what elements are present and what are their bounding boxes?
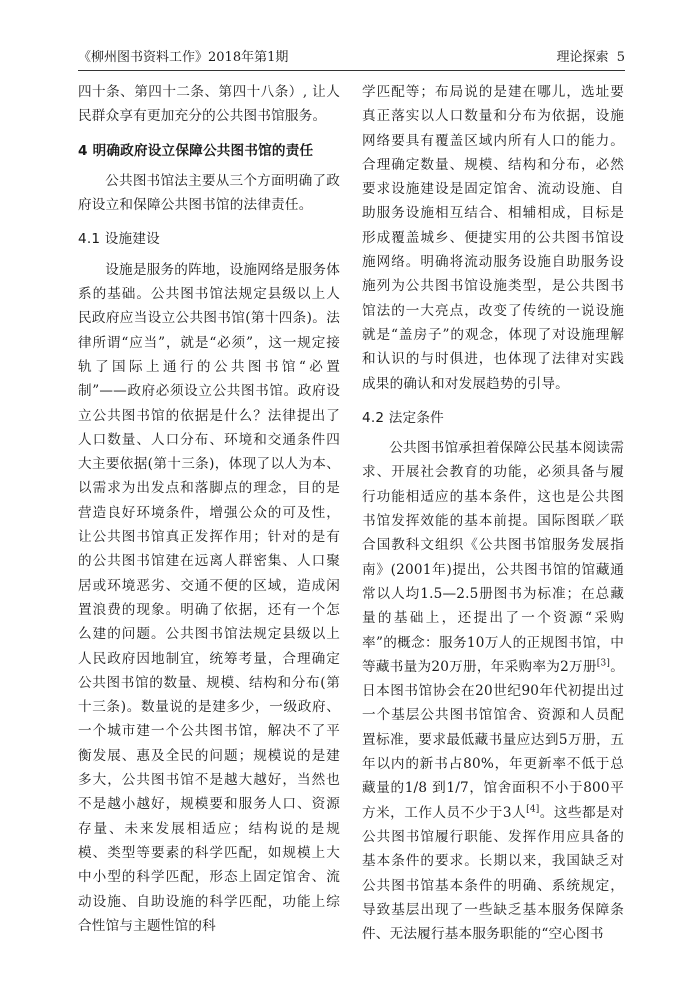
right-column (362, 80, 624, 946)
page-number: 5 (616, 50, 625, 65)
subsection-heading-4-1: 4.1 设施建设 (78, 231, 160, 248)
left-column (78, 80, 340, 938)
citation-3: [3] (596, 658, 611, 669)
paragraph: 设施是服务的阵地，设施网络是服务体系的基础。公共图书馆法规定县级以上人民政府应当设立公共图书馆(第十四条)。法律所谓“应当”，就是“必须”，这一规定接轨了国际上通行的公共图书馆“必置制”——政府必须设立公共图书馆。政府设立公共图书馆的依据是什么？法律提出了人口数量、人口分布、环境和交通条件四大主要依据(第十三条)，体现了以人为本、以需求为出发点和落脚点的理念，目的是营造良好环境条件，增强公众的可及性，让公共图书馆真正发挥作用；针对的是有的公共图书馆建在远离人群密集、人口聚居或环境恶劣、交通不便的区域，造成闲置浪费的现象。明确了依据，还有一个怎么建的问题。公共图书馆法规定县级以上人民政府因地制宜，统筹考量，合理确定公共图书馆的数量、规模、结构和分布(第十三条)。数量说的是建多少，一级政府、一个城市建一个公共图书馆，解决不了平衡发展、惠及全民的问题；规模说的是建多大，公共图书馆不是越大越好，当然也不是越小越好，规模要和服务人口、资源存量、未来发展相适应；结构说的是规模、类型等要素的科学匹配，如规模上大中小型的科学匹配，形态上固定馆舍、流动设施、自助设施的科学匹配，功能上综合性馆与主题性馆的科 (78, 261, 340, 934)
running-header (78, 46, 625, 71)
journal-title: 《柳州图书资料工作》2018年第1期 (78, 50, 289, 65)
paragraph: 公共图书馆法主要从三个方面明确了政府设立和保障公共图书馆的法律责任。 (78, 172, 340, 214)
paragraph: 学匹配等；布局说的是建在哪儿，选址要真正落实以人口数量和分布为依据，设施网络要具有覆盖区域内所有人口的能力。合理确定数量、规模、结构和分布，必然要求设施建设是固定馆舍、流动设施、自助服务设施相互结合、相辅相成，目标是形成覆盖城乡、便捷实用的公共图书馆设施网络。明确将流动服务设施自助服务设施列为公共图书馆设施类型，是公共图书馆法的一大亮点，改变了传统的一说设施就是“盖房子”的观念，体现了对设施理解和认识的与时俱进，也体现了法律对实践成果的确认和对发展趋势的引导。 (362, 84, 624, 392)
paragraph: 四十条、第四十二条、第四十八条）, 让人民群众享有更加充分的公共图书馆服务。 (78, 84, 340, 125)
citation-4: [4] (526, 804, 540, 815)
section-and-page (556, 46, 625, 65)
text-run: 。这些都是对公共图书馆履行职能、发挥作用应具备的基本条件的要求。长期以来，我国缺乏对公共图书馆基本条件的明确、系统规定，导致基层出现了一些缺乏基本服务保障条件、无法履行基本服务职能的“空心图书 (362, 804, 624, 943)
text-run: 。日本图书馆协会在20世纪90年代初提出过一个基层公共图书馆馆舍、资源和人员配置标准，要求最低藏书量应达到5万册，五年以内的新书占80%，年更新率不低于总藏量的1/8 到1/7，馆舍面积不小于800平方米，工作人员不少于3人 (362, 658, 624, 821)
subsection-heading-4-2: 4.2 法定条件 (362, 409, 444, 426)
section-heading-4: 4 明确政府设立保障公共图书馆的责任 (78, 142, 314, 159)
paragraph (362, 436, 624, 946)
section-label: 理论探索 (556, 50, 609, 65)
text-run: 公共图书馆承担着保障公民基本阅读需求、开展社会教育的功能，必须具备与履行功能相适应的基本条件，这也是公共图书馆发挥效能的基本前提。国际图联／联合国教科文组织《公共图书馆服务发展指南》(2001年)提出，公共图书馆的馆藏通常以人均1.5—2.5册图书为标准；在总藏量的基础上，还提出了一个资源“采购率”的概念：服务10万人的正规图书馆，中等藏书量为20万册，年采购率为2万册 (362, 440, 624, 675)
